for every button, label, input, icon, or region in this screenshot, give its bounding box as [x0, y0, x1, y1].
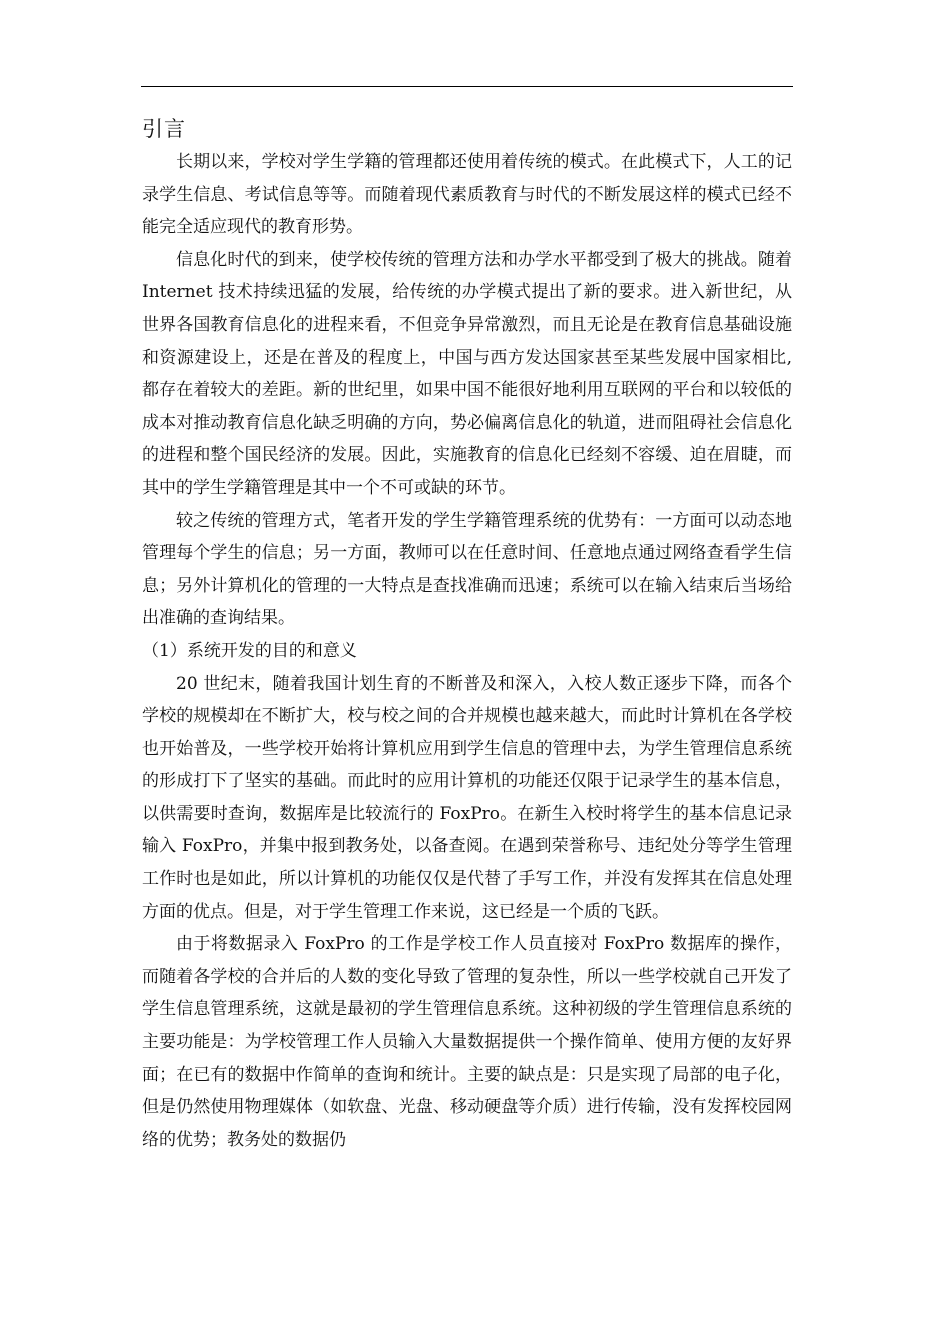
paragraph-3: 较之传统的管理方式，笔者开发的学生学籍管理系统的优势有：一方面可以动态地管理每个学生的信息；另一方面，教师可以在任意时间、任意地点通过网络查看学生信息；另外计算机化的管理的一大特点是查找准确而迅速；系统可以在输入结束后当场给出准确的查询结果。 [142, 510, 792, 629]
paragraph-5: 由于将数据录入 FoxPro 的工作是学校工作人员直接对 FoxPro 数据库的操作，而随着各学校的合并后的人数的变化导致了管理的复杂性，所以一些学校就自己开发了学生信息管理系统，这就是最初的学生管理信息系统。这种初级的学生管理信息系统的主要功能是：为学校管理工作人员输入大量数据提供一个操作简单、使用方便的友好界面；在已有的数据中作简单的查询和统计。主要的缺点是：只是实现了局部的电子化，但是仍然使用物理媒体（如软盘、光盘、移动硬盘等介质）进行传输，没有发挥校园网络的优势；教务处的数据仍 [142, 934, 792, 1150]
paragraph-4: 20 世纪末，随着我国计划生育的不断普及和深入，入校人数正逐步下降，而各个学校的规模却在不断扩大，校与校之间的合并规模也越来越大，而此时计算机在各学校也开始普及，一些学校开始将计算机应用到学生信息的管理中去，为学生管理信息系统的形成打下了坚实的基础。而此时的应用计算机的功能还仅限于记录学生的基本信息，以供需要时查询，数据库是比较流行的 FoxPro。在新生入校时将学生的基本信息记录输入 FoxPro，并集中报到教务处，以备查阅。在遇到荣誉称号、违纪处分等学生管理工作时也是如此，所以计算机的功能仅仅是代替了手写工作，并没有发挥其在信息处理方面的优点。但是，对于学生管理工作来说，这已经是一个质的飞跃。 [142, 673, 792, 922]
paragraph-1: 长期以来，学校对学生学籍的管理都还使用着传统的模式。在此模式下，人工的记录学生信息、考试信息等等。而随着现代素质教育与时代的不断发展这样的模式已经不能完全适应现代的教育形势。 [142, 152, 792, 238]
subheading: （1）系统开发的目的和意义 [142, 640, 357, 661]
paragraph-2: 信息化时代的到来，使学校传统的管理方法和办学水平都受到了极大的挑战。随着 Internet 技术持续迅猛的发展，给传统的办学模式提出了新的要求。进入新世纪，从世界各国教育信息化的进程来看，不但竞争异常激烈，而且无论是在教育信息基础设施和资源建设上，还是在普及的程度上，中国与西方发达国家甚至某些发展中国家相比,都存在着较大的差距。新的世纪里，如果中国不能很好地利用互联网的平台和以较低的成本对推动教育信息化缺乏明确的方向，势必偏离信息化的轨道，进而阻碍社会信息化的进程和整个国民经济的发展。因此，实施教育的信息化已经刻不容缓、迫在眉睫，而其中的学生学籍管理是其中一个不可或缺的环节。 [142, 249, 792, 498]
section-title: 引言 [142, 117, 186, 141]
document-body [142, 112, 792, 1156]
header-rule [141, 86, 793, 87]
